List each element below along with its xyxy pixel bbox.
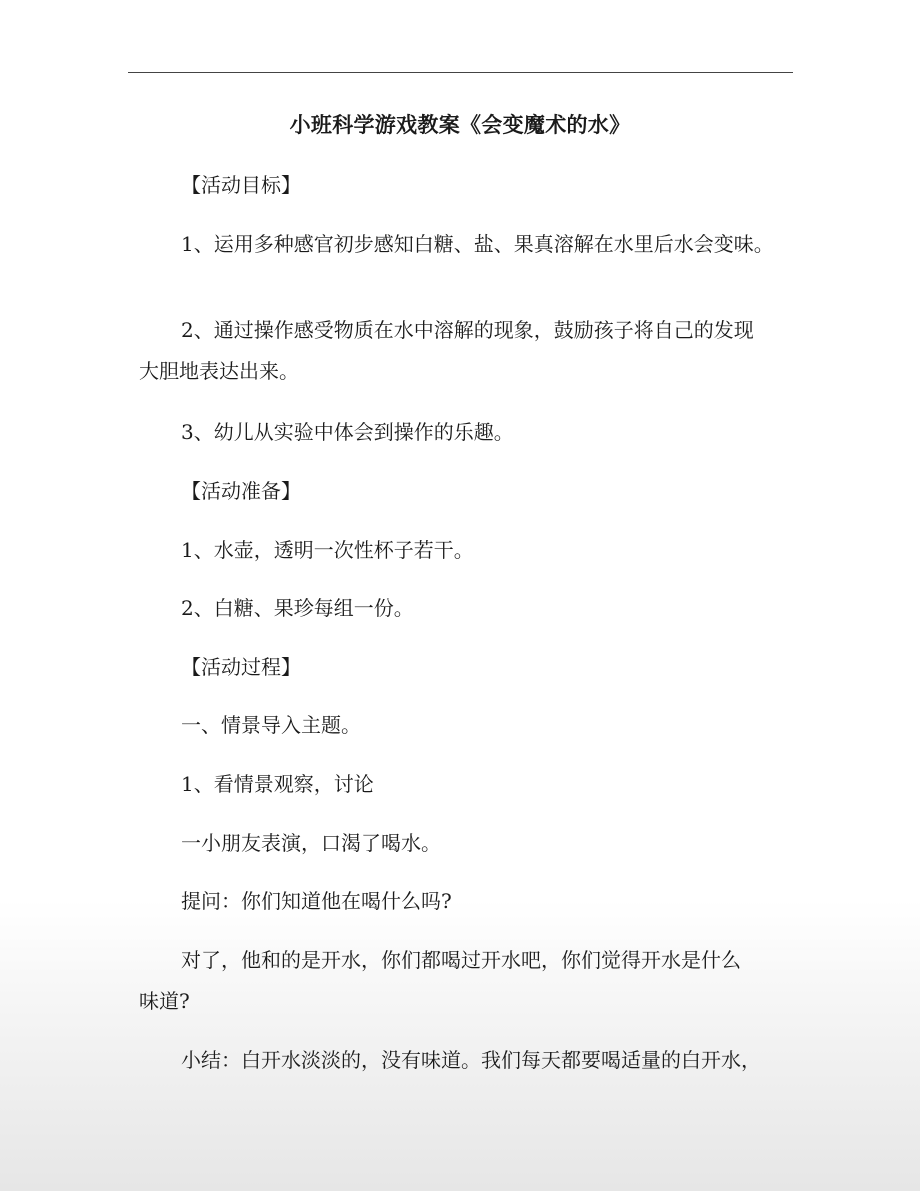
process-step-1: 1、看情景观察，讨论: [181, 772, 374, 796]
goal-item-1: 1、运用多种感官初步感知白糖、盐、果真溶解在水里后水会变味。: [181, 232, 774, 256]
process-paragraph: 对了，他和的是开水，你们都喝过开水吧，你们觉得开水是什么: [181, 948, 741, 972]
goal-item-3: 3、幼儿从实验中体会到操作的乐趣。: [181, 420, 514, 444]
process-summary: 小结：白开水淡淡的，没有味道。我们每天都要喝适量的白开水，: [181, 1048, 761, 1072]
heading-activity-process: 【活动过程】: [181, 655, 301, 679]
process-section-1: 一、情景导入主题。: [181, 713, 361, 737]
document-title: 小班科学游戏教案《会变魔术的水》: [289, 112, 631, 137]
preparation-item-1: 1、水壶，透明一次性杯子若干。: [181, 538, 474, 562]
process-paragraph: 一小朋友表演，口渴了喝水。: [181, 831, 441, 855]
goal-item-2: 2、通过操作感受物质在水中溶解的现象，鼓励孩子将自己的发现: [181, 318, 754, 342]
header-rule: [128, 72, 793, 73]
heading-activity-preparation: 【活动准备】: [181, 479, 301, 503]
process-question: 提问：你们知道他在喝什么吗?: [181, 889, 452, 913]
process-paragraph-continued: 味道?: [139, 989, 190, 1013]
heading-activity-goals: 【活动目标】: [181, 173, 301, 197]
preparation-item-2: 2、白糖、果珍每组一份。: [181, 596, 414, 620]
goal-item-2-continued: 大胆地表达出来。: [139, 359, 299, 383]
